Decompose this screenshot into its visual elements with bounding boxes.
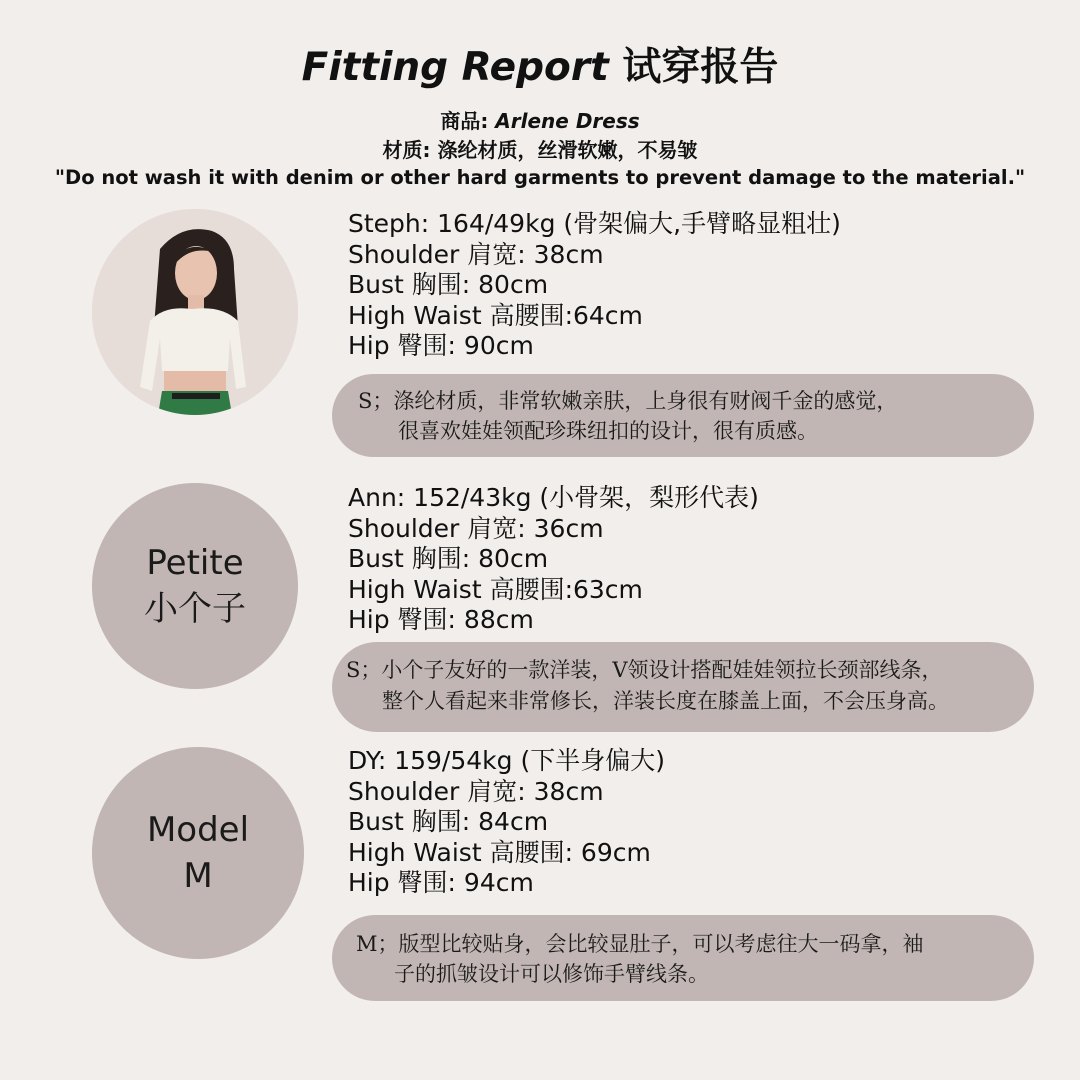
- stat-line: High Waist 高腰围: 69cm: [348, 837, 651, 867]
- stat-line: Shoulder 肩宽: 36cm: [348, 513, 604, 543]
- comment-line: M；版型比较贴身，会比较显肚子，可以考虑往大一码拿，袖: [356, 932, 924, 956]
- stat-line: High Waist 高腰围:63cm: [348, 574, 643, 604]
- comment-bubble-3: [332, 915, 1034, 1001]
- avatar-label: 小个子: [144, 589, 246, 629]
- product-name: Arlene Dress: [495, 109, 640, 133]
- avatar-label: Petite: [146, 543, 244, 583]
- stat-line: High Waist 高腰围:64cm: [348, 300, 643, 330]
- product-label: 商品:: [440, 109, 489, 133]
- stat-line: Bust 胸围: 80cm: [348, 544, 549, 573]
- model-stats-2: [348, 483, 759, 636]
- comment-line: S；小个子友好的一款洋装，V领设计搭配娃娃领拉长颈部线条，: [346, 658, 943, 682]
- model-stats-3: [348, 746, 665, 899]
- model-photo-avatar: [92, 209, 298, 415]
- comment-line: 很喜欢娃娃领配珍珠纽扣的设计，很有质感。: [398, 419, 818, 443]
- title-chinese: 试穿报告: [622, 45, 779, 90]
- comment-line: 整个人看起来非常修长，洋装长度在膝盖上面，不会压身高。: [382, 689, 949, 713]
- stat-line: Bust 胸围: 84cm: [348, 807, 549, 836]
- material-line: 材质: 涤纶材质，丝滑软嫩，不易皱: [382, 138, 698, 162]
- model-stats-1: [348, 209, 841, 362]
- stat-line: DY: 159/54kg (下半身偏大): [348, 746, 665, 775]
- stat-line: Steph: 164/49kg (骨架偏大,手臂略显粗壮): [348, 209, 841, 238]
- page-title: [0, 42, 1080, 94]
- stat-line: Shoulder 肩宽: 38cm: [348, 239, 604, 269]
- comment-line: S；涤纶材质，非常软嫩亲肤，上身很有财阀千金的感觉，: [358, 389, 898, 413]
- petite-avatar: [92, 483, 298, 689]
- model-m-avatar: [92, 747, 304, 959]
- stat-line: Bust 胸围: 80cm: [348, 270, 549, 299]
- comment-bubble-1: [332, 374, 1034, 457]
- model-photo-icon: [92, 209, 298, 415]
- care-note: "Do not wash it with denim or other hard garments to prevent damage to the material.": [54, 166, 1026, 189]
- title-english: Fitting Report: [301, 45, 609, 90]
- comment-line: 子的抓皱设计可以修饰手臂线条。: [394, 962, 709, 986]
- product-line: [0, 107, 1080, 135]
- stat-line: Hip 臀围: 94cm: [348, 868, 534, 897]
- stat-line: Shoulder 肩宽: 38cm: [348, 776, 604, 806]
- comment-bubble-2: [332, 642, 1034, 732]
- stat-line: Hip 臀围: 90cm: [348, 331, 534, 360]
- stat-line: Ann: 152/43kg (小骨架，梨形代表): [348, 483, 759, 512]
- avatar-label: Model: [146, 810, 250, 850]
- avatar-label: M: [183, 856, 213, 896]
- stat-line: Hip 臀围: 88cm: [348, 605, 534, 634]
